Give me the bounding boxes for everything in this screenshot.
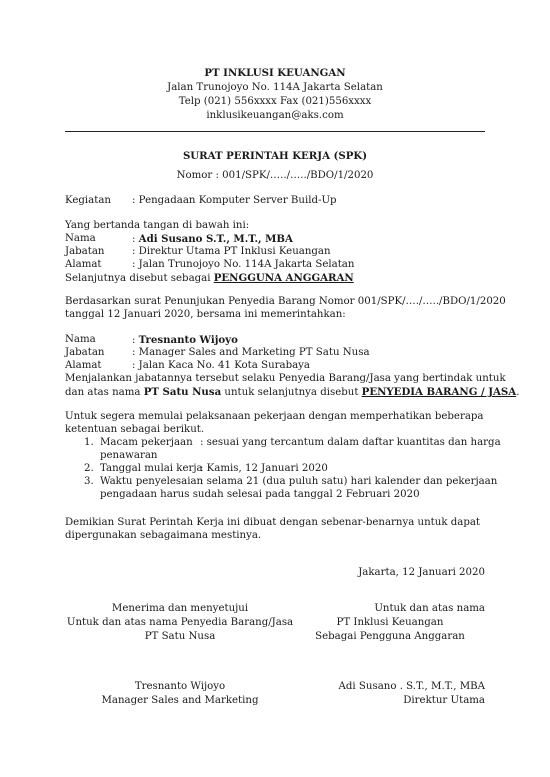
sign-left-line-1: Menerima dan menyetujui <box>111 603 249 614</box>
vendor-line2-company: PT Satu Nusa <box>143 386 222 398</box>
vendor-name <box>132 334 238 347</box>
vendor-jabatan-label: Jabatan <box>65 347 105 358</box>
company-email: inklusikeuangan@aks.com <box>206 110 344 121</box>
signer-ref-prefix: Selanjutnya disebut sebagai <box>65 273 214 284</box>
signer-ref-role: PENGGUNA ANGGARAN <box>213 272 354 284</box>
vendor-line2-role: PENYEDIA BARANG / JASA <box>361 386 517 398</box>
company-phone: Telp (021) 556xxxx Fax (021)556xxxx <box>178 96 372 107</box>
sign-right-name: Adi Susano . S.T., M.T., MBA <box>338 681 485 692</box>
kegiatan-value: : Pengadaan Komputer Server Build-Up <box>132 195 337 206</box>
sign-right-title: Direktur Utama <box>403 695 485 706</box>
vendor-line2-mid: untuk selanjutnya disebut <box>221 387 362 398</box>
sign-left-line-3: PT Satu Nusa <box>144 631 216 642</box>
vendor-name-sep: : <box>132 335 139 346</box>
sign-left-line-2: Untuk dan atas nama Penyedia Barang/Jasa <box>66 617 294 628</box>
company-address: Jalan Trunojoyo No. 114A Jakarta Selatan <box>167 82 383 93</box>
instructions-line-1: Untuk segera memulai pelaksanaan pekerjaan dengan memperhatikan beberapa <box>65 411 484 422</box>
signer-name-label: Nama <box>65 233 96 244</box>
signer-reference <box>65 272 354 285</box>
instruction-item-2-label: Tanggal mulai kerja <box>100 463 203 474</box>
sign-right-line-2: PT Inklusi Keuangan <box>336 617 444 628</box>
sign-right-line-1: Untuk dan atas nama <box>374 603 485 614</box>
basis-line-1: Berdasarkan surat Penunjukan Penyedia Barang Nomor 001/SPK/…./…../BDO/1/2020 <box>65 296 506 307</box>
signer-jabatan: : Direktur Utama PT Inklusi Keuangan <box>132 246 331 257</box>
header-divider <box>65 131 485 132</box>
kegiatan-label: Kegiatan <box>65 195 111 206</box>
instruction-item-2-num: 2. <box>84 463 94 474</box>
company-name: PT INKLUSI KEUANGAN <box>204 67 346 79</box>
vendor-name-value: Tresnanto Wijoyo <box>138 334 238 346</box>
place-date: Jakarta, 12 Januari 2020 <box>358 567 485 578</box>
document-number: Nomor : 001/SPK/…../…../BDO/1/2020 <box>176 170 374 181</box>
signer-alamat: : Jalan Trunojoyo No. 114A Jakarta Selatan <box>132 259 355 270</box>
vendor-name-label: Nama <box>65 334 96 345</box>
instruction-item-3-text: : selama 21 (dua puluh satu) hari kalender dan pekerjaan <box>200 476 498 487</box>
vendor-line2-end: . <box>516 387 520 398</box>
vendor-line-2 <box>65 386 519 399</box>
signer-jabatan-label: Jabatan <box>65 246 105 257</box>
instruction-item-1-num: 1. <box>84 437 94 448</box>
vendor-alamat: : Jalan Kaca No. 41 Kota Surabaya <box>132 360 310 371</box>
sign-left-title: Manager Sales and Marketing <box>101 695 259 706</box>
instruction-item-1-cont: penawaran <box>100 450 158 461</box>
signer-name <box>132 233 293 246</box>
signer-intro: Yang bertanda tangan di bawah ini: <box>65 220 250 231</box>
instruction-item-2-text: : Kamis, 12 Januari 2020 <box>200 463 328 474</box>
closing-line-1: Demikian Surat Perintah Kerja ini dibuat dengan sebenar-benarnya untuk dapat <box>65 517 481 528</box>
instruction-item-1-text: : sesuai yang tercantum dalam daftar kuantitas dan harga <box>200 437 501 448</box>
closing-line-2: dipergunakan sebagaimana mestinya. <box>65 530 262 541</box>
signer-alamat-label: Alamat <box>65 259 102 270</box>
sign-right-line-3: Sebagai Pengguna Anggaran <box>315 631 465 642</box>
instruction-item-3-label: Waktu penyelesaian <box>100 476 204 487</box>
vendor-jabatan: : Manager Sales and Marketing PT Satu Nusa <box>132 347 370 358</box>
vendor-line2-prefix: dan atas nama <box>65 387 144 398</box>
sign-left-name: Tresnanto Wijoyo <box>134 681 226 692</box>
document-title: SURAT PERINTAH KERJA (SPK) <box>182 150 368 162</box>
basis-line-2: tanggal 12 Januari 2020, bersama ini memerintahkan: <box>65 309 346 320</box>
instruction-item-3-cont: pengadaan harus sudah selesai pada tanggal 2 Februari 2020 <box>100 489 420 500</box>
vendor-line-1: Menjalankan jabatannya tersebut selaku Penyedia Barang/Jasa yang bertindak untuk <box>65 373 506 384</box>
instructions-line-2: ketentuan sebagai berikut. <box>65 424 205 435</box>
signer-name-value: Adi Susano S.T., M.T., MBA <box>138 233 293 245</box>
instruction-item-1-label: Macam pekerjaan <box>100 437 193 448</box>
vendor-alamat-label: Alamat <box>65 360 102 371</box>
instruction-item-3-num: 3. <box>84 476 94 487</box>
signer-name-sep: : <box>132 234 139 245</box>
